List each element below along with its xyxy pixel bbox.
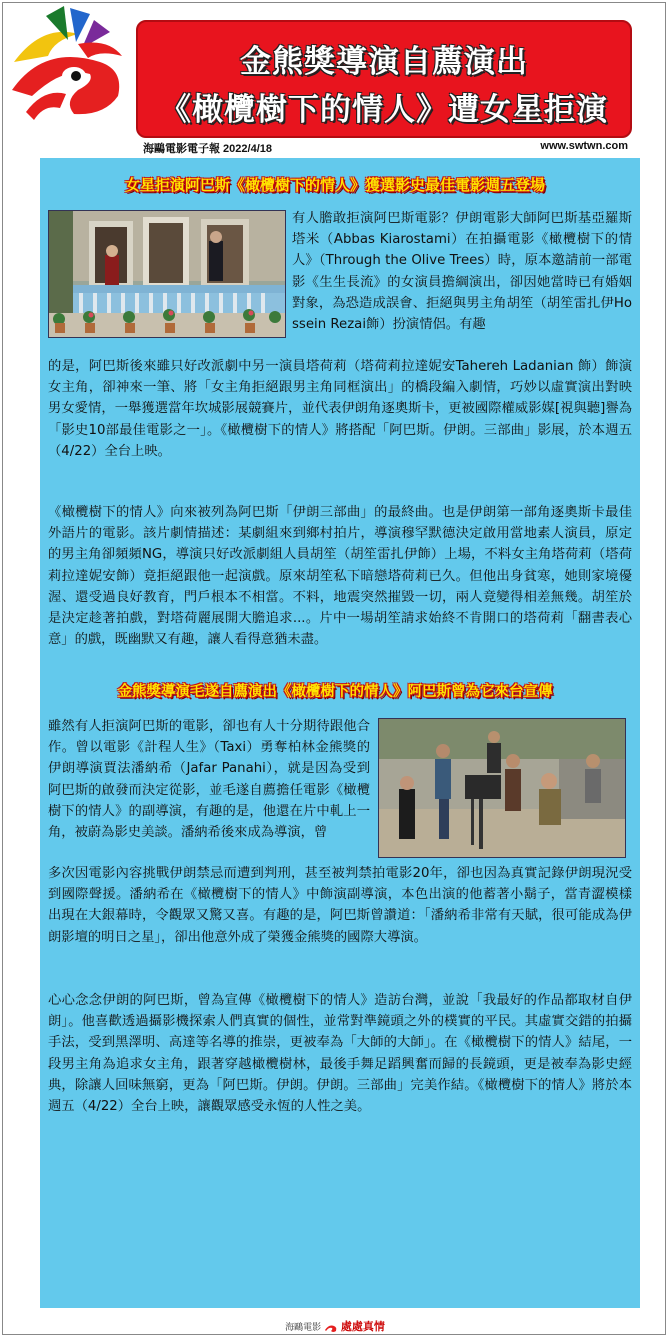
film-still-house-photo: [48, 210, 286, 338]
section1-paragraph1-bottom: 的是，阿巴斯後來雖只好改派劇中另一演員塔荷莉（塔荷莉拉達妮安Tahereh Ladanian 飾）飾演女主角，卻神來一筆、將「女主角拒絕跟男主角同框演出」的橋段編入劇情，巧妙以虛實演出對映男女愛情，一舉獲選當年坎城影展競賽片，並代表伊朗角逐奧斯卡，更被國際權威影媒[視與聽]譽為「影史10部最佳電影之一」。《橄欖樹下的情人》將搭配「阿巴斯。伊朗。三部曲」影展，於本週五（4/22）全台上映。: [48, 359, 632, 459]
banner-title-line1: 金熊獎導演自薦演出: [240, 44, 528, 80]
title-banner: [136, 20, 632, 138]
section2-paragraph2: 心心念念伊朗的阿巴斯，曾為宣傳《橄欖樹下的情人》造訪台灣，並說「我最好的作品都取材自伊朗」。他喜歡透過攝影機探索人們真實的個性，並常對準鏡頭之外的樸實的平民。其虛實交錯的拍攝手法，受到黑澤明、高達等名導的推崇，更被奉為「大師的大師」。在《橄欖樹下的情人》結尾，一段男主角為追求女主角，跟著穿越橄欖樹林，最後手舞足蹈興奮而歸的長鏡頭，更是被奉為影史經典，除讓人回味無窮，更為「阿巴斯。伊朗。伊朗。三部曲」完美作結。《橄欖樹下的情人》將於本週五（4/22）全台上映，讓觀眾感受永恆的人性之美。: [48, 993, 632, 1115]
banner-title-line2: 《橄欖樹下的情人》遭女星拒演: [160, 92, 608, 128]
film-crew-photo: [378, 718, 626, 858]
section2-heading: 金熊獎導演毛遂自薦演出《橄欖樹下的情人》阿巴斯曾為它來台宣傳: [117, 684, 553, 700]
section2-paragraph1-top: 雖然有人拒演阿巴斯的電影，卻也有人十分期待跟他合作。曾以電影《計程人生》（Taxi）勇奪柏林金熊獎的伊朗導演賈法潘納希（Jafar Panahi），就是因為受到阿巴斯的啟發而決定從影，並毛遂自薦擔任電影《橄欖樹下的情人》的副導演，有趣的是，他還在片中軋上一角，被蔚為影史美談。潘納希後來成為導演，曾: [48, 719, 370, 841]
footer-brand-right: 處處真情: [340, 1320, 385, 1333]
seagull-logo: [4, 4, 134, 126]
footer-brand-left: 海鷗電影: [285, 1323, 322, 1333]
section1-paragraph2: 《橄欖樹下的情人》向來被列為阿巴斯「伊朗三部曲」的最終曲。也是伊朗第一部角逐奧斯卡最佳外語片的電影。該片劇情描述：某劇組來到鄉村拍片，導演穆罕默德決定啟用當地素人演員，原定的男主角卻頻頻NG，導演只好改派劇組人員胡笙（胡笙雷扎伊飾）上場，不料女主角塔荷莉（塔荷莉拉達妮安飾）竟拒絕跟他一起演戲。原來胡笙私下暗戀塔荷莉已久。但他出身貧寒，她則家境優渥、還受過良好教育，門戶根本不相當。不料，地震突然摧毀一切，兩人竟變得相差無幾。胡笙於是決定趁著拍戲，對塔荷麗展開大膽追求...。片中一場胡笙請求始終不肯開口的塔荷莉「翻書表心意」的戲，既幽默又有趣，讓人看得意猶未盡。: [48, 505, 632, 648]
section2-paragraph1-bottom: 多次因電影內容挑戰伊朗禁忌而遭到判刑，甚至被判禁拍電影20年，卻也因為真實記錄伊朗現況受到國際聲援。潘納希在《橄欖樹下的情人》中飾演副導演，本色出演的他蓄著小鬍子，當青澀模樣出現在大銀幕時，令觀眾又驚又喜。有趣的是，阿巴斯曾讚道：「潘納希非常有天賦，很可能成為伊朗影壇的明日之星」，卻出他意外成了榮獲金熊獎的國際大導演。: [48, 866, 632, 945]
publisher-date: 海鷗電影電子報 2022/4/18: [143, 143, 272, 155]
section1-heading: 女星拒演阿巴斯《橄欖樹下的情人》獲選影史最佳電影週五登場: [124, 176, 545, 194]
website-link[interactable]: www.swtwn.com: [540, 140, 628, 152]
footer: [0, 1318, 670, 1334]
section1-paragraph1-top: 有人膽敢拒演阿巴斯電影？伊朗電影大師阿巴斯基亞羅斯塔米（Abbas Kiarostami）在拍攝電影《橄欖樹下的情人》（Through the Olive Trees）時，原本邀請前一部電影《生生長流》的女演員擔綱演出，卻因她當時已有婚姻對象，為恐造成誤會、拒絕與男主角胡笙（胡笙雷扎伊Hossein Rezai飾）扮演情侶。有趣: [292, 211, 632, 333]
footer-seagull-icon: [324, 1322, 338, 1334]
